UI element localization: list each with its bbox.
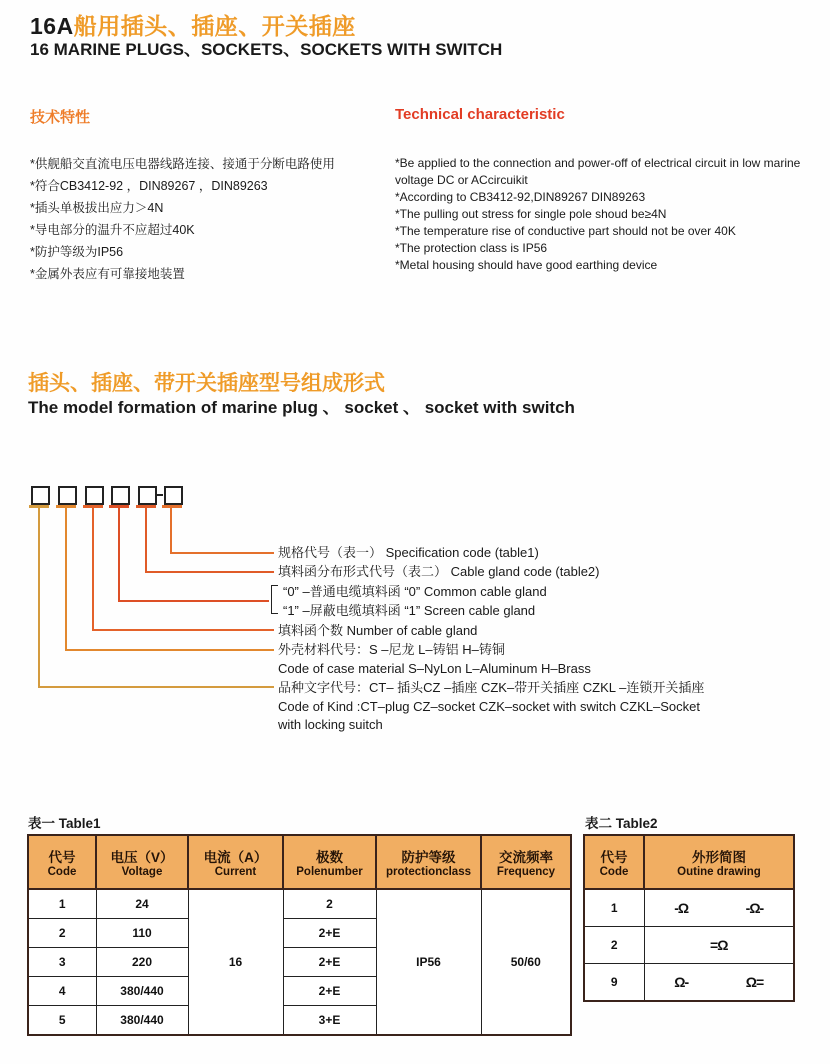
col-header-voltage: 电压（V） Voltage — [96, 835, 188, 889]
gland-drawing-icon: Ω= — [745, 974, 764, 990]
label-kind-code-en: Code of Kind :CT–plug CZ–socket CZK–socket with switch CZKL–Socket — [278, 699, 700, 714]
tech-item-cn: *供舰船交直流电压电器线路连接、接通于分断电路使用 — [30, 157, 335, 171]
cell-frequency-merged: 50/60 — [481, 889, 571, 1035]
option-bracket — [271, 585, 278, 614]
table1-caption: 表一 Table1 — [28, 816, 101, 831]
cell-voltage: 380/440 — [96, 1006, 188, 1036]
cell-code: 1 — [584, 889, 644, 927]
connector-line — [145, 508, 147, 571]
model-code-box-4 — [111, 486, 130, 505]
tech-item-cn: *防护等级为IP56 — [30, 245, 124, 259]
label-kind-code-en2: with locking suitch — [278, 717, 383, 732]
model-code-box-2 — [58, 486, 77, 505]
model-code-box-6 — [164, 486, 183, 505]
tech-item-en: *The pulling out stress for single pole shoud be≥4N — [395, 207, 667, 221]
model-heading-en: The model formation of marine plug 、 socket 、 socket with switch — [28, 398, 575, 417]
gland-drawing-icon: -Ω — [674, 900, 689, 916]
connector-line — [92, 508, 94, 629]
table-row — [584, 927, 794, 964]
cell-voltage: 380/440 — [96, 977, 188, 1006]
model-heading-cn: 插头、插座、带开关插座型号组成形式 — [28, 372, 385, 395]
page-subtitle: 16 MARINE PLUGS、SOCKETS、SOCKETS WITH SWITCH — [30, 40, 503, 59]
cell-voltage: 110 — [96, 919, 188, 948]
col-header-code: 代号 Code — [584, 835, 644, 889]
connector-line — [38, 686, 274, 688]
cell-drawing — [644, 889, 794, 927]
table-row — [584, 889, 794, 927]
table-row — [28, 889, 571, 919]
cell-code: 4 — [28, 977, 96, 1006]
table1-header-row — [28, 835, 571, 889]
cell-code: 3 — [28, 948, 96, 977]
cell-pole: 2+E — [283, 919, 376, 948]
tech-heading-cn: 技术特性 — [30, 109, 91, 126]
tech-item-cn: *符合CB3412-92 ，DIN89267 ，DIN89263 — [30, 179, 268, 193]
cell-drawing — [644, 927, 794, 964]
tech-item-en: *Metal housing should have good earthing device — [395, 258, 658, 272]
connector-line — [92, 629, 274, 631]
label-cable-gland-code: 填料函分布形式代号（表二） Cable gland code (table2) — [278, 564, 600, 579]
label-specification-code: 规格代号（表一） Specification code (table1) — [278, 545, 539, 560]
connector-line — [145, 571, 274, 573]
table2-outline-drawings — [583, 834, 795, 1002]
model-code-box-3 — [85, 486, 104, 505]
gland-drawing-icon: -Ω- — [745, 900, 764, 916]
col-header-polenumber: 极数 Polenumber — [283, 835, 376, 889]
tech-item-cn: *导电部分的温升不应超过40K — [30, 223, 195, 237]
tech-heading-en: Technical characteristic — [395, 106, 565, 123]
col-header-frequency: 交流频率 Frequency — [481, 835, 571, 889]
cell-pole: 2 — [283, 889, 376, 919]
connector-line — [170, 508, 172, 552]
cell-code: 5 — [28, 1006, 96, 1036]
cell-pole: 2+E — [283, 977, 376, 1006]
tech-item-en: *According to CB3412-92,DIN89267 DIN89263 — [395, 190, 646, 204]
label-screen-cable-gland: “1” –屏蔽电缆填料函 “1” Screen cable gland — [283, 603, 536, 618]
cell-pole: 2+E — [283, 948, 376, 977]
model-code-dash — [156, 494, 163, 496]
table2-header-row — [584, 835, 794, 889]
connector-line — [65, 508, 67, 649]
cell-voltage: 220 — [96, 948, 188, 977]
tech-list-en — [395, 155, 819, 274]
title-chinese: 船用插头、插座、开关插座 — [73, 13, 356, 39]
tech-item-en: *Be applied to the connection and power-off of electrical circuit in low marine voltage DC or ACcircuikit — [395, 156, 801, 187]
connector-line — [118, 508, 120, 600]
cell-code: 1 — [28, 889, 96, 919]
tech-item-en: *The protection class is IP56 — [395, 241, 548, 255]
label-case-material-en: Code of case material S–NyLon L–Aluminum H–Brass — [278, 661, 591, 676]
tech-list-cn — [30, 153, 390, 285]
cell-code: 2 — [28, 919, 96, 948]
connector-line — [118, 600, 269, 602]
label-case-material-cn: 外壳材料代号：S –尼龙 L–铸铝 H–铸铜 — [278, 642, 505, 657]
col-header-code: 代号 Code — [28, 835, 96, 889]
table2-caption: 表二 Table2 — [585, 816, 658, 831]
tech-item-cn: *插头单极拔出应力＞4N — [30, 201, 164, 215]
label-common-cable-gland: “0” –普通电缆填料函 “0” Common cable gland — [283, 584, 547, 599]
col-header-current: 电流（A） Current — [188, 835, 283, 889]
cell-code: 9 — [584, 964, 644, 1002]
label-gland-number: 填料函个数 Number of cable gland — [278, 623, 478, 638]
gland-drawing-icon: Ω- — [674, 974, 689, 990]
connector-line — [170, 552, 274, 554]
model-code-box-1 — [31, 486, 50, 505]
connector-line — [65, 649, 274, 651]
model-code-box-5 — [138, 486, 157, 505]
gland-drawing-icon: =Ω — [710, 937, 728, 953]
tech-item-en: *The temperature rise of conductive part should not be over 40K — [395, 224, 736, 238]
table-row — [584, 964, 794, 1002]
cell-protection-merged: IP56 — [376, 889, 481, 1035]
table1-specifications — [27, 834, 572, 1036]
cell-current-merged: 16 — [188, 889, 283, 1035]
cell-pole: 3+E — [283, 1006, 376, 1036]
tech-item-cn: *金属外表应有可靠接地装置 — [30, 267, 185, 281]
connector-line — [38, 508, 40, 686]
col-header-protectionclass: 防护等级 protectionclass — [376, 835, 481, 889]
title-prefix: 16A — [30, 13, 74, 39]
cell-code: 2 — [584, 927, 644, 964]
box-underline — [162, 505, 182, 508]
col-header-outline-drawing: 外形简图 Outine drawing — [644, 835, 794, 889]
label-kind-code-cn: 品种文字代号：CT– 插头CZ –插座 CZK–带开关插座 CZKL –连锁开关插座 — [278, 680, 705, 695]
cell-voltage: 24 — [96, 889, 188, 919]
cell-drawing — [644, 964, 794, 1002]
